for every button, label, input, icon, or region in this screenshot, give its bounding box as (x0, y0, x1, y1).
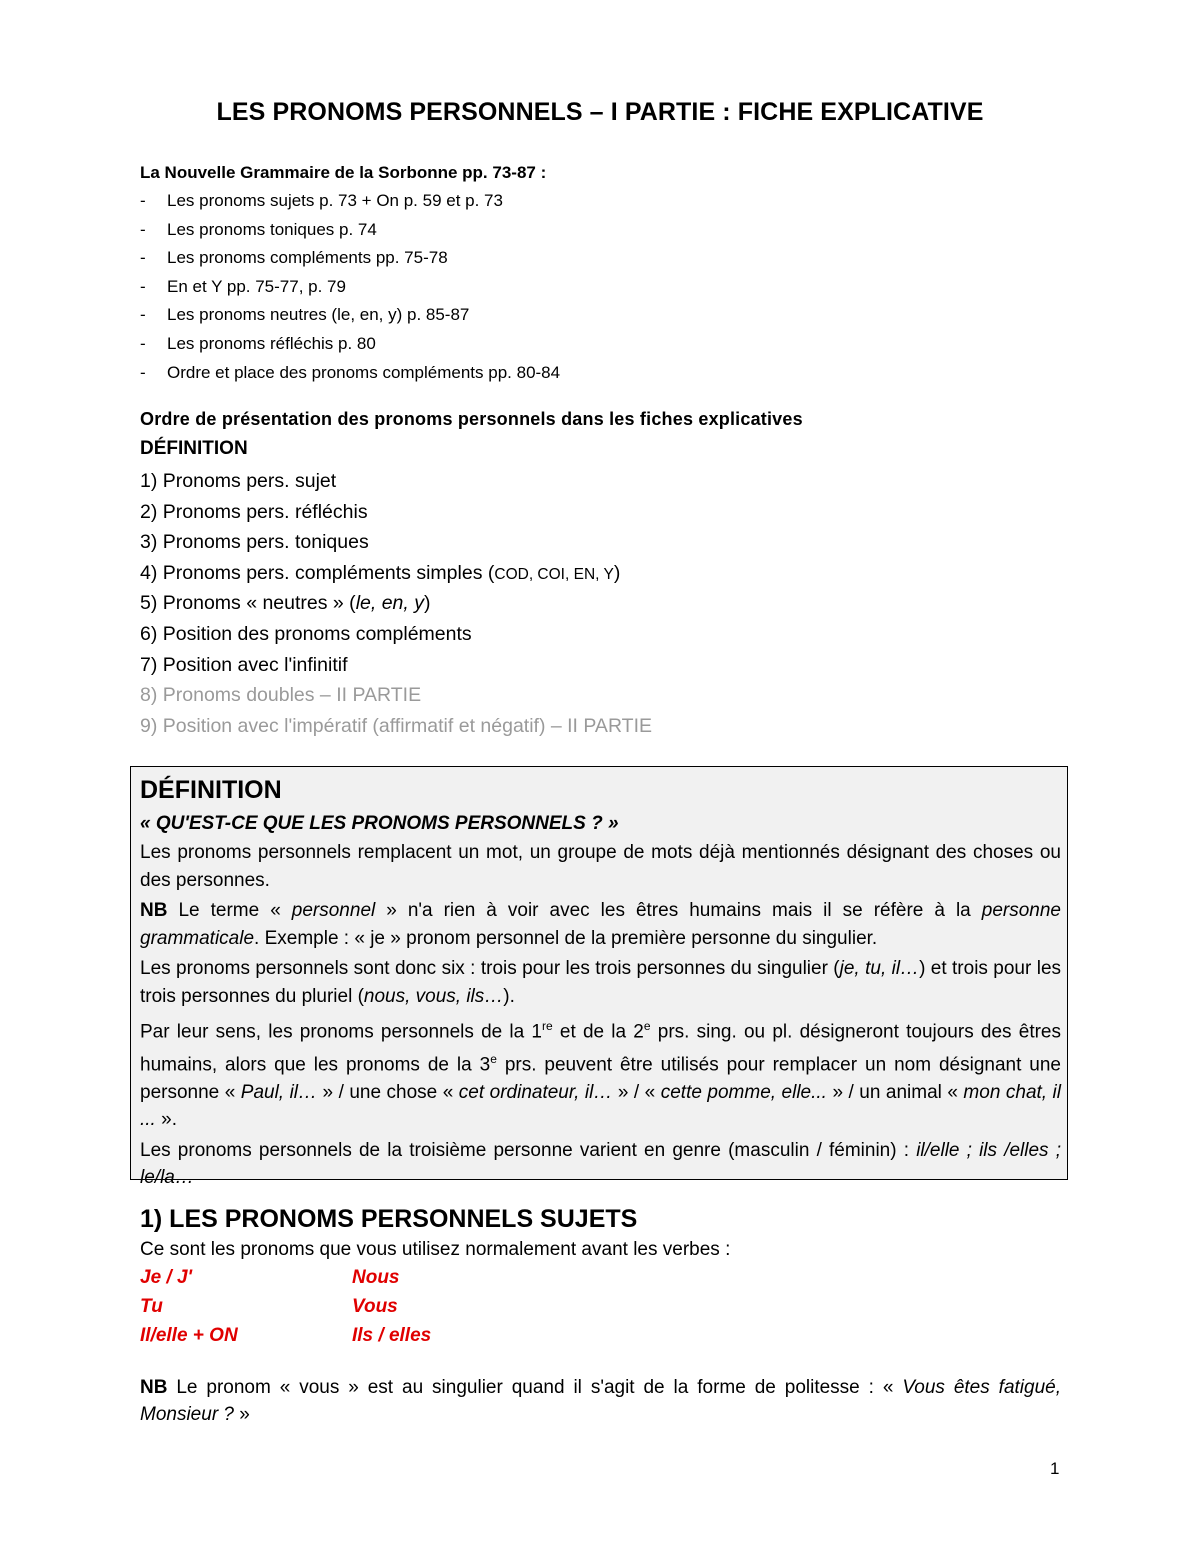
text-run: Vous êtes fatigué, Monsieur ? (140, 1377, 1061, 1425)
item-codes: COD, COI, EN, Y (494, 565, 614, 583)
list-item: 8) Pronoms doubles – II PARTIE (140, 684, 422, 707)
text-run: Paul, il… (240, 1081, 318, 1103)
pronoun-singular: Je / J' (140, 1267, 193, 1288)
text-run: ) et trois pour les trois personnes du pluriel ( (140, 958, 1062, 1007)
superscript: re (542, 1019, 553, 1033)
text-run: prs. sing. ou pl. désigneront toujours des êtres humains, alors que les pronoms de la 3 (140, 1021, 1061, 1076)
text-run: je, tu, il… (839, 958, 920, 979)
text-run: et de la 2 (552, 1021, 644, 1043)
text-run: Le terme « (167, 900, 292, 921)
definition-box (130, 766, 1068, 1189)
nb-label: NB (140, 900, 168, 921)
pronoun-singular: Tu (140, 1296, 163, 1317)
text-run: mon chat, il ... (140, 1081, 1061, 1131)
section-intro: Ce sont les pronoms que vous utilisez normalement avant les verbes : (140, 1239, 731, 1260)
list-item: 9) Position avec l'impératif (affirmatif et négatif) – II PARTIE (140, 714, 653, 737)
text-run: nous, vous, ils… (363, 985, 504, 1007)
text-run: cette pomme, elle... (660, 1081, 827, 1103)
list-item: - Les pronoms neutres (le, en, y) p. 85-87 (140, 303, 560, 332)
reference-list (140, 189, 560, 389)
list-item: - Les pronoms toniques p. 74 (140, 218, 560, 247)
list-item: - Les pronoms compléments pp. 75-78 (140, 246, 560, 275)
pronoun-plural: Nous (352, 1267, 400, 1288)
item-end: ) (423, 592, 431, 615)
text-run: personne grammaticale (140, 900, 1061, 949)
text-run: cet ordinateur, il… (458, 1081, 613, 1103)
list-item (140, 590, 652, 621)
text-run: » / un animal « (826, 1081, 964, 1103)
text-run: . Exemple : « je » pronom personnel de la première personne du singulier. (254, 927, 878, 949)
list-item: 1) Pronoms pers. sujet (140, 470, 337, 492)
list-item: 3) Pronoms pers. toniques (140, 531, 369, 554)
superscript: e (490, 1051, 497, 1066)
text-run: » n'a rien à voir avec les êtres humains mais il se réfère à la (375, 900, 982, 921)
text-run: ). (503, 985, 515, 1007)
text-run: personnel (291, 900, 376, 921)
reference-heading: La Nouvelle Grammaire de la Sorbonne pp. 73-87 : (140, 163, 547, 182)
list-item: - Ordre et place des pronoms compléments pp. 80-84 (140, 361, 560, 390)
text-run: Le pronom « vous » est au singulier quand il s'agit de la forme de politesse : « (167, 1377, 903, 1398)
text-run: » (234, 1404, 250, 1425)
list-item: - En et Y pp. 75-77, p. 79 (140, 275, 560, 304)
text-run: Les pronoms personnels de la troisième personne varient en genre (masculin / féminin) : (140, 1139, 917, 1161)
text-run: Les pronoms personnels sont donc six : trois pour les trois personnes du singulier ( (140, 958, 840, 979)
pronoun-plural: Vous (352, 1296, 398, 1317)
ordre-heading: Ordre de présentation des pronoms personnels dans les fiches explicatives (140, 409, 803, 429)
pronoun-plural: Ils / elles (352, 1325, 432, 1346)
text-run: prs. peuvent être utilisés pour remplacer un nom désignant une personne « (140, 1054, 1061, 1103)
nb-paragraph (140, 1374, 1061, 1428)
list-item (140, 560, 652, 591)
text-run: il/elle ; ils /elles ; le/la… (140, 1139, 1061, 1189)
ordre-list (140, 468, 652, 743)
text-run: ». (155, 1109, 177, 1131)
item-text: 5) Pronoms « neutres » ( (140, 592, 356, 615)
definition-paragraph (140, 1013, 1061, 1134)
item-end: ) (613, 561, 621, 584)
pronoun-singular: Il/elle + ON (140, 1325, 238, 1346)
list-item: 2) Pronoms pers. réfléchis (140, 500, 368, 523)
definition-paragraph: Les pronoms personnels remplacent un mot, un groupe de mots déjà mentionnés désignant des choses ou des personnes. (140, 842, 1061, 891)
definition-title: DÉFINITION (140, 776, 282, 804)
section-title: 1) LES PRONOMS PERSONNELS SUJETS (140, 1205, 638, 1233)
item-italic: le, en, y (355, 592, 424, 615)
list-item: - Les pronoms réfléchis p. 80 (140, 332, 560, 361)
list-item: 6) Position des pronoms compléments (140, 622, 472, 645)
page-number: 1 (1050, 1459, 1060, 1478)
definition-question: « QU'EST-CE QUE LES PRONOMS PERSONNELS ? » (140, 813, 619, 834)
document-title: LES PRONOMS PERSONNELS – I PARTIE : FICHE EXPLICATIVE (216, 98, 984, 126)
definition-label: DÉFINITION (140, 438, 248, 459)
list-item: - Les pronoms sujets p. 73 + On p. 59 et p. 73 (140, 189, 560, 218)
superscript: e (643, 1019, 651, 1033)
definition-paragraph (140, 1137, 1061, 1192)
text-run: » / une chose « (317, 1081, 459, 1103)
text-run: » / « (612, 1081, 661, 1103)
list-item: 7) Position avec l'infinitif (140, 653, 348, 676)
definition-paragraph (140, 897, 1061, 952)
definition-paragraph (140, 955, 1061, 1010)
item-text: 4) Pronoms pers. compléments simples ( (140, 561, 495, 584)
text-run: Par leur sens, les pronoms personnels de la 1 (140, 1021, 542, 1043)
nb-label: NB (140, 1377, 168, 1398)
